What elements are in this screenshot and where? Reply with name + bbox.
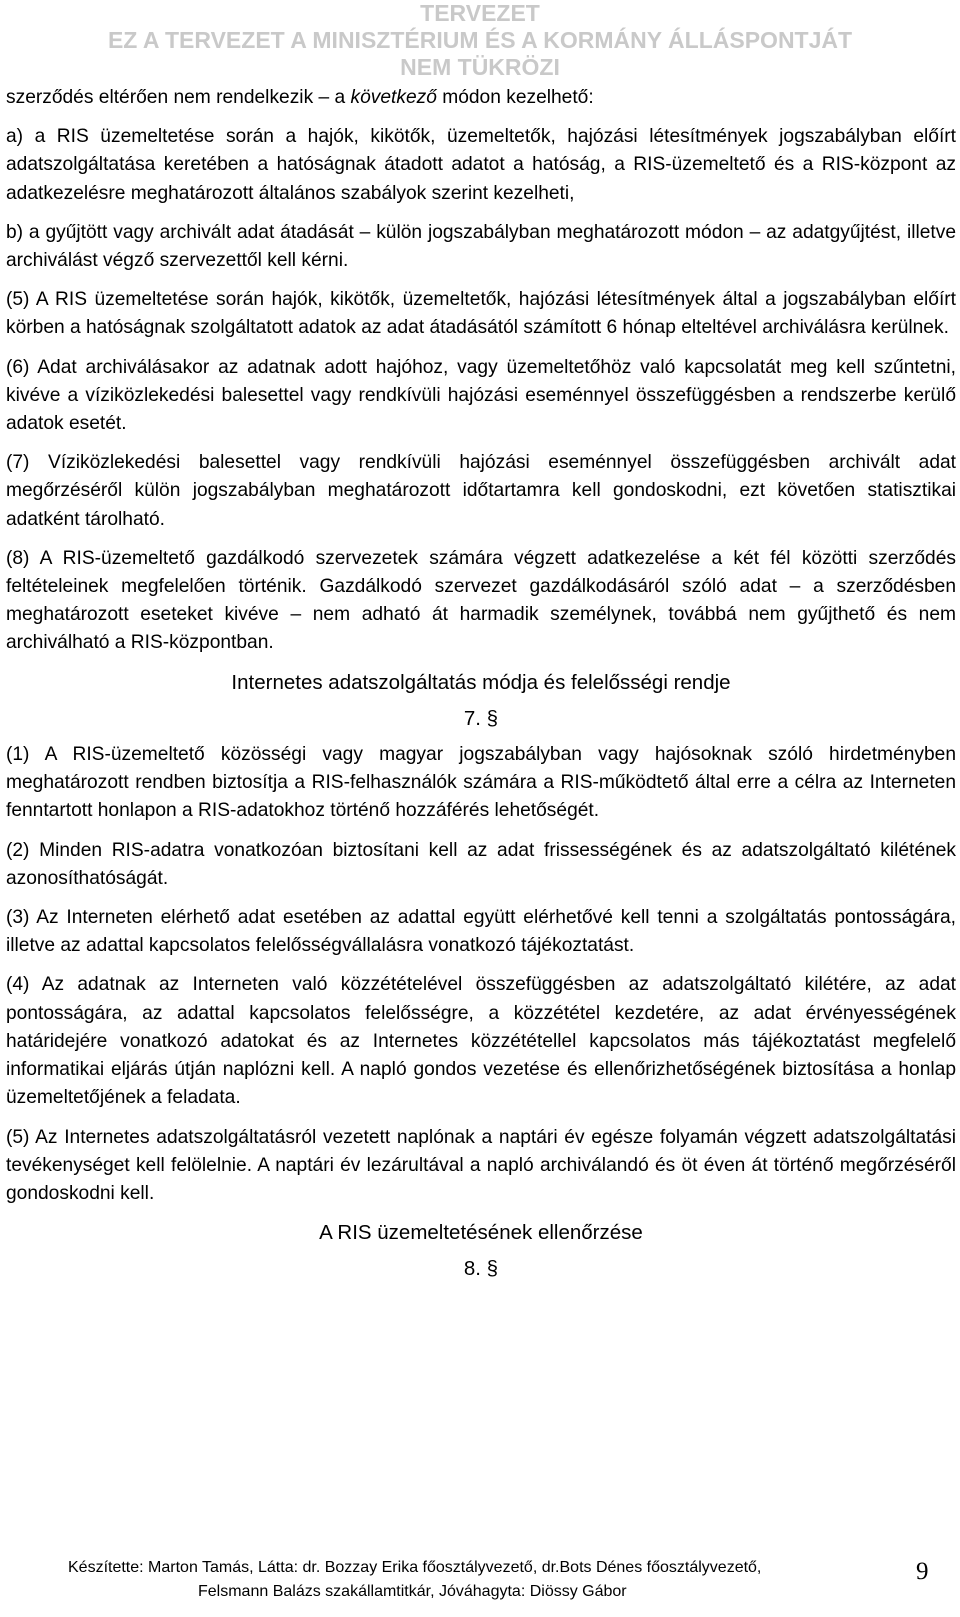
section-heading: Internetes adatszolgáltatás módja és felelősségi rendje [231, 670, 731, 694]
s7-paragraph-3: (3) Az Interneten elérhető adat esetében az adattal együtt elérhetővé kell tenni a szolgáltatás pontosságára, illetve az adattal kapcsolatos felelősségvállalásra vonatkozó tájékoztatást. [6, 907, 956, 957]
paragraph-5: (5) A RIS üzemeltetése során hajók, kikötők, üzemeltetők, hajózási létesítmények által a jogszabályban előírt körben a hatóságnak szolgáltatott adatok az adat átadásától számított 6 hónap elteltével archiválásra kerülnek. [6, 289, 956, 339]
section-number: 8. § [463, 1257, 499, 1281]
paragraph-7: (7) Víziközlekedési balesettel vagy rendkívüli hajózási eseménnyel összefüggésben archivált adat megőrzéséről külön jogszabályban meghatározott időtartamra kell gondoskodni, ezt követően statisztikai adatként tárolható. [6, 452, 956, 530]
s7-paragraph-1: (1) A RIS-üzemeltető közösségi vagy magyar jogszabályban vagy hajósoknak szóló hirdetményben meghatározott rendben biztosítja a RIS-felhasználók számára a RIS-működtető által erre a célra az Interneten fenntartott honlapon a RIS-adatokhoz történő hozzáférés lehetőségét. [6, 744, 956, 822]
section-heading: A RIS üzemeltetésének ellenőrzése [319, 1221, 643, 1245]
watermark-title: TERVEZET [420, 0, 540, 26]
s7-paragraph-5: (5) Az Internetes adatszolgáltatásról vezetett naplónak a naptári év egésze folyamán végzett adatszolgáltatási tevékenységet kell felölelnie. A naptári év lezárultával a napló archiválandó és öt éven át történő megőrzéséről gondoskodni kell. [6, 1126, 956, 1204]
watermark-line: EZ A TERVEZET A MINISZTÉRIUM ÉS A KORMÁNY ÁLLÁSPONTJÁT [107, 27, 853, 53]
footer-credits: Készítette: Marton Tamás, Látta: dr. Bozzay Erika főosztályvezető, dr.Bots Dénes főosztályvezető, [68, 1559, 762, 1576]
document-body [6, 84, 956, 1292]
page-number: 9 [916, 1558, 929, 1585]
intro-paragraph: szerződés eltérően nem rendelkezik – a következő módon kezelhető: [6, 87, 594, 108]
s7-paragraph-2: (2) Minden RIS-adatra vonatkozóan biztosítani kell az adat frissességének és az adatszolgáltató kilétének azonosíthatóságát. [6, 839, 956, 889]
paragraph-6: (6) Adat archiválásakor az adatnak adott hajóhoz, vagy üzemeltetőhöz való kapcsolatát meg kell szűntetni, kivéve a víziközlekedési balesettel vagy rendkívüli hajózási eseménnyel összefüggésben a rendszerbe kerülő adatok esetét. [6, 356, 956, 435]
section-number: 7. § [463, 706, 499, 730]
s7-paragraph-4: (4) Az adatnak az Interneten való közzétételével összefüggésben az adatszolgáltató kilétére, az adat pontosságára, az adattal kapcsolatos felelősségre, a közzététel kezdetére, az adat érvényességének határidejére vonatkozó adatokat és az Internetes közzététellel kapcsolatos más tájékoztatást megfelelő informatikai eljárás útján naplózni kell. A napló gondos vezetése és ellenőrizhetőségének biztosítása a honlap üzemeltetőjének a feladata. [6, 974, 956, 1109]
watermark-line: NEM TÜKRÖZI [400, 54, 560, 80]
emphasis-text: következő [350, 87, 437, 108]
paragraph-8: (8) A RIS-üzemeltető gazdálkodó szervezetek számára végzett adatkezelése a két fél közötti szerződés feltételeinek megfelelően történik. Gazdálkodó szervezet gazdálkodásáról szóló adat – a szerződésben meghatározott eseteket kivéve – nem adható át harmadik személynek, továbbá nem gyűjthető és nem archiválható a RIS-központban. [6, 547, 956, 654]
list-item-b: b) a gyűjtött vagy archivált adat átadását – külön jogszabályban meghatározott módon – az adatgyűjtést, illetve archiválást végző szervezettől kell kérni. [6, 221, 956, 272]
footer-approval: Felsmann Balázs szakállamtitkár, Jóváhagyta: Diössy Gábor [198, 1583, 627, 1600]
list-item-a: a) a RIS üzemeltetése során a hajók, kikötők, üzemeltetők, hajózási létesítmények jogszabályban előírt adatszolgáltatása keretében a hatóságnak átadott adatot a hatóság, a RIS-üzemeltető és a RIS-központ az adatkezelésre meghatározott általános szabályok szerint kezelheti, [6, 126, 956, 204]
